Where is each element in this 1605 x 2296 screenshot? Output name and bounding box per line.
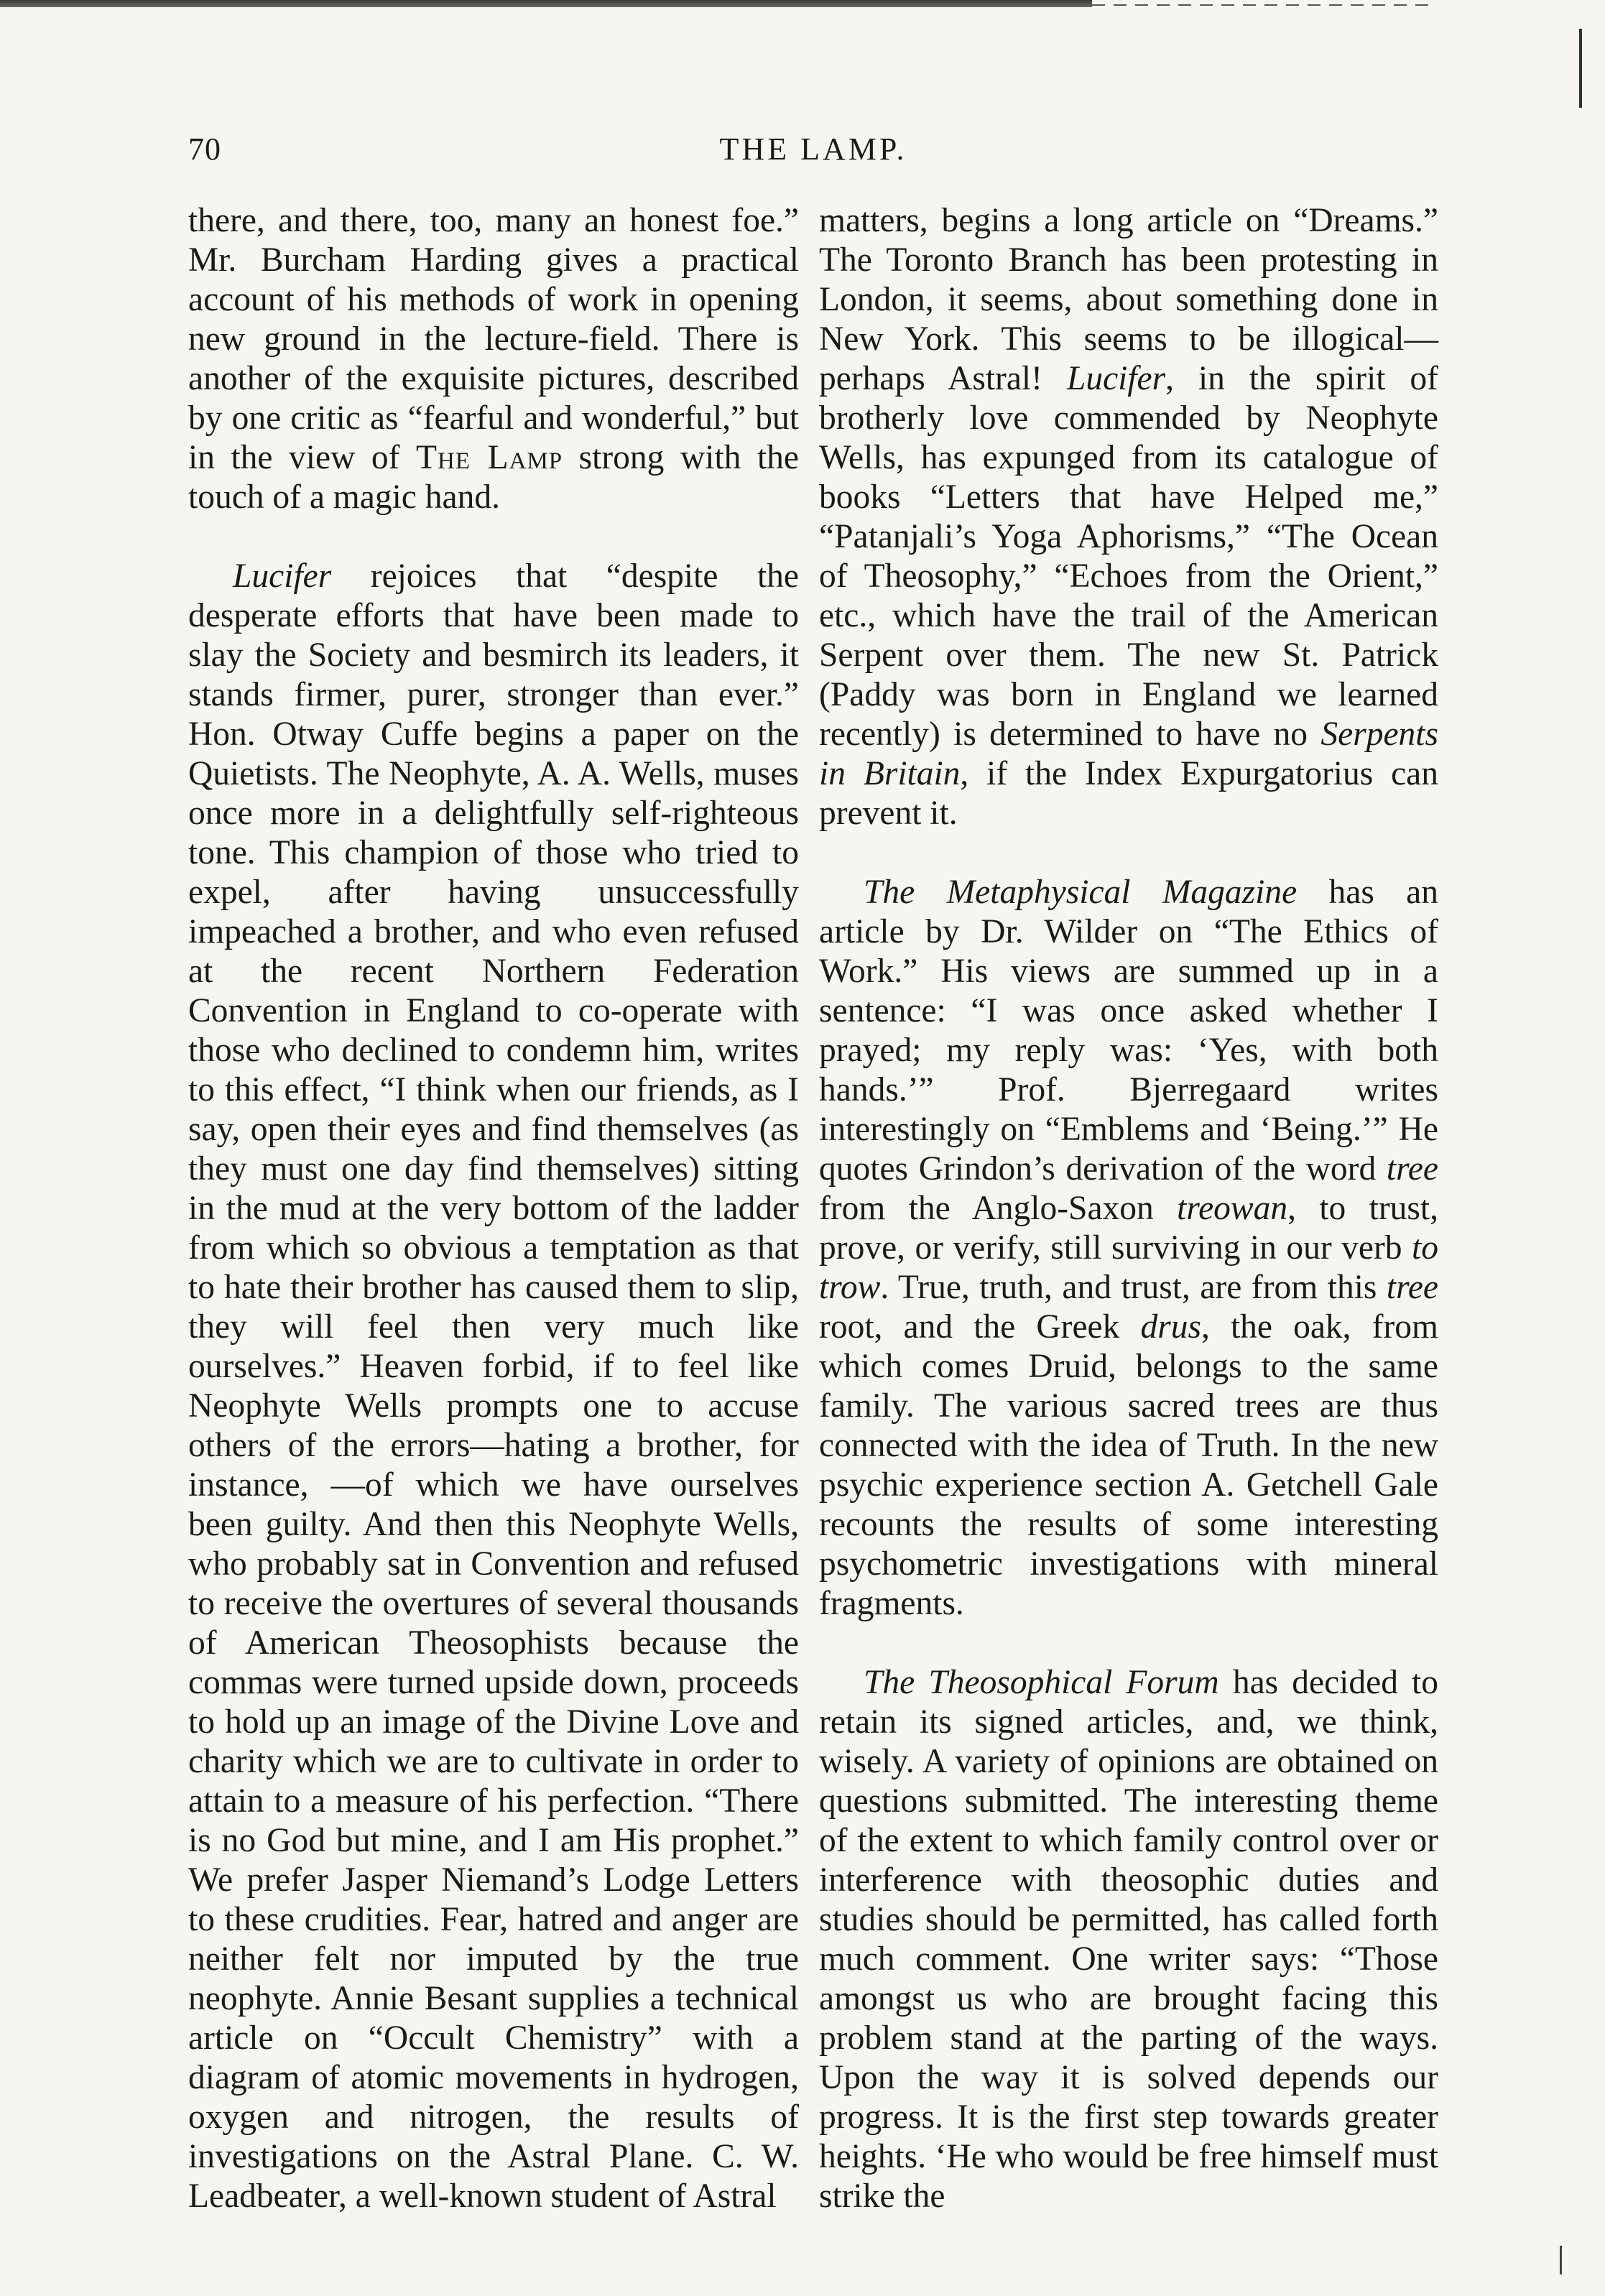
top-rule-thin — [1092, 4, 1437, 6]
running-title: THE LAMP. — [719, 131, 907, 167]
paragraph: Lucifer rejoices that “despite the desperate efforts that have been made to slay the Society and besmirch its leaders, it stands firmer, purer, stronger than ever.” Hon. Otway Cuffe begins a paper on the Quietists. The Neophyte, A. A. Wells, muses once more in a delightfully self-righteous tone. This champion of those who tried to expel, after having unsuccessfully impeached a brother, and who even refused at the recent Northern Federation Convention in England to co-operate with those who declined to condemn him, writes to this effect, “I think when our friends, as I say, open their eyes and find themselves (as they must one day find themselves) sitting in the mud at the very bottom of the ladder from which so obvious a temptation as that to hate their brother has caused them to slip, they will feel then very much like ourselves.” Heaven forbid, if to feel like Neophyte Wells prompts one to accuse others of the errors—hating a brother, for instance, —of which we have ourselves been guilty. And then this Neophyte Wells, who probably sat in Convention and refused to receive the overtures of several thousands of American Theosophists because the commas were turned upside down, proceeds to hold up an image of the Divine Love and charity which we are to cultivate in order to attain to a measure of his perfection. “There is no God but mine, and I am His prophet.” We prefer Jasper Niemand’s Lodge Letters to these crudities. Fear, hatred and anger are neither felt nor imputed by the true neophyte. Annie Besant supplies a technical article on “Occult Chemistry” with a diagram of atomic movements in hydrogen, oxygen and nitrogen, the results of investigations on the Astral Plane. C. W. Leadbeater, a well-known student of Astral — [188, 557, 799, 2215]
paragraph: The Theosophical Forum has decided to retain its signed articles, and, we think, wisely. A variety of opinions are obtained on questions submitted. The interesting theme of the extent to which family control over or interference with theosophic duties and studies should be permitted, has called forth much comment. One writer says: “Those amongst us who are brought facing this problem stand at the parting of the ways. Upon the way it is solved depends our progress. It is the first step towards greater heights. ‘He who would be free himself must strike the — [819, 1664, 1439, 2215]
right-column — [819, 201, 1438, 2216]
paragraph: The Metaphysical Magazine has an article by Dr. Wilder on “The Ethics of Work.” His views are summed up in a sentence: “I was once asked whether I prayed; my reply was: ‘Yes, with both hands.’” Prof. Bjerregaard writes interestingly on “Emblems and ‘Being.’” He quotes Grindon’s derivation of the word tree from the Anglo-Saxon treowan, to trust, prove, or verify, still surviving in our verb to trow. True, truth, and trust, are from this tree root, and the Greek drus, the oak, from which comes Druid, belongs to the same family. The various sacred trees are thus connected with the idea of Truth. In the new psychic experience section A. Getchell Gale recounts the results of some interesting psychometric investigations with mineral fragments. — [819, 874, 1438, 1622]
page-edge-mark — [1579, 29, 1582, 108]
page-number: 70 — [188, 131, 221, 167]
paragraph: matters, begins a long article on “Dreams.” The Toronto Branch has been protesting in London, it seems, about something done in New York. This seems to be illogical—perhaps Astral! Lucifer, in the spirit of brotherly love commended by Neophyte Wells, has expunged from its catalogue of books “Letters that have Helped me,” “Patanjali’s Yoga Aphorisms,” “The Ocean of Theosophy,” “Echoes from the Orient,” etc., which have the trail of the American Serpent over them. The new St. Patrick (Paddy was born in England we learned recently) is determined to have no Serpents in Britain, if the Index Expurgatorius can prevent it. — [819, 202, 1438, 832]
page-edge-mark-bottom — [1560, 2246, 1562, 2274]
left-column — [188, 201, 799, 2216]
page-header — [188, 131, 1438, 174]
paragraph: there, and there, too, many an honest foe.” Mr. Burcham Harding gives a practical account of his methods of work in opening new ground in the lecture-field. There is another of the exquisite pictures, described by one critic as “fearful and wonderful,” but in the view of The Lamp strong with the touch of a magic hand. — [188, 202, 799, 516]
top-rule — [0, 0, 1092, 7]
